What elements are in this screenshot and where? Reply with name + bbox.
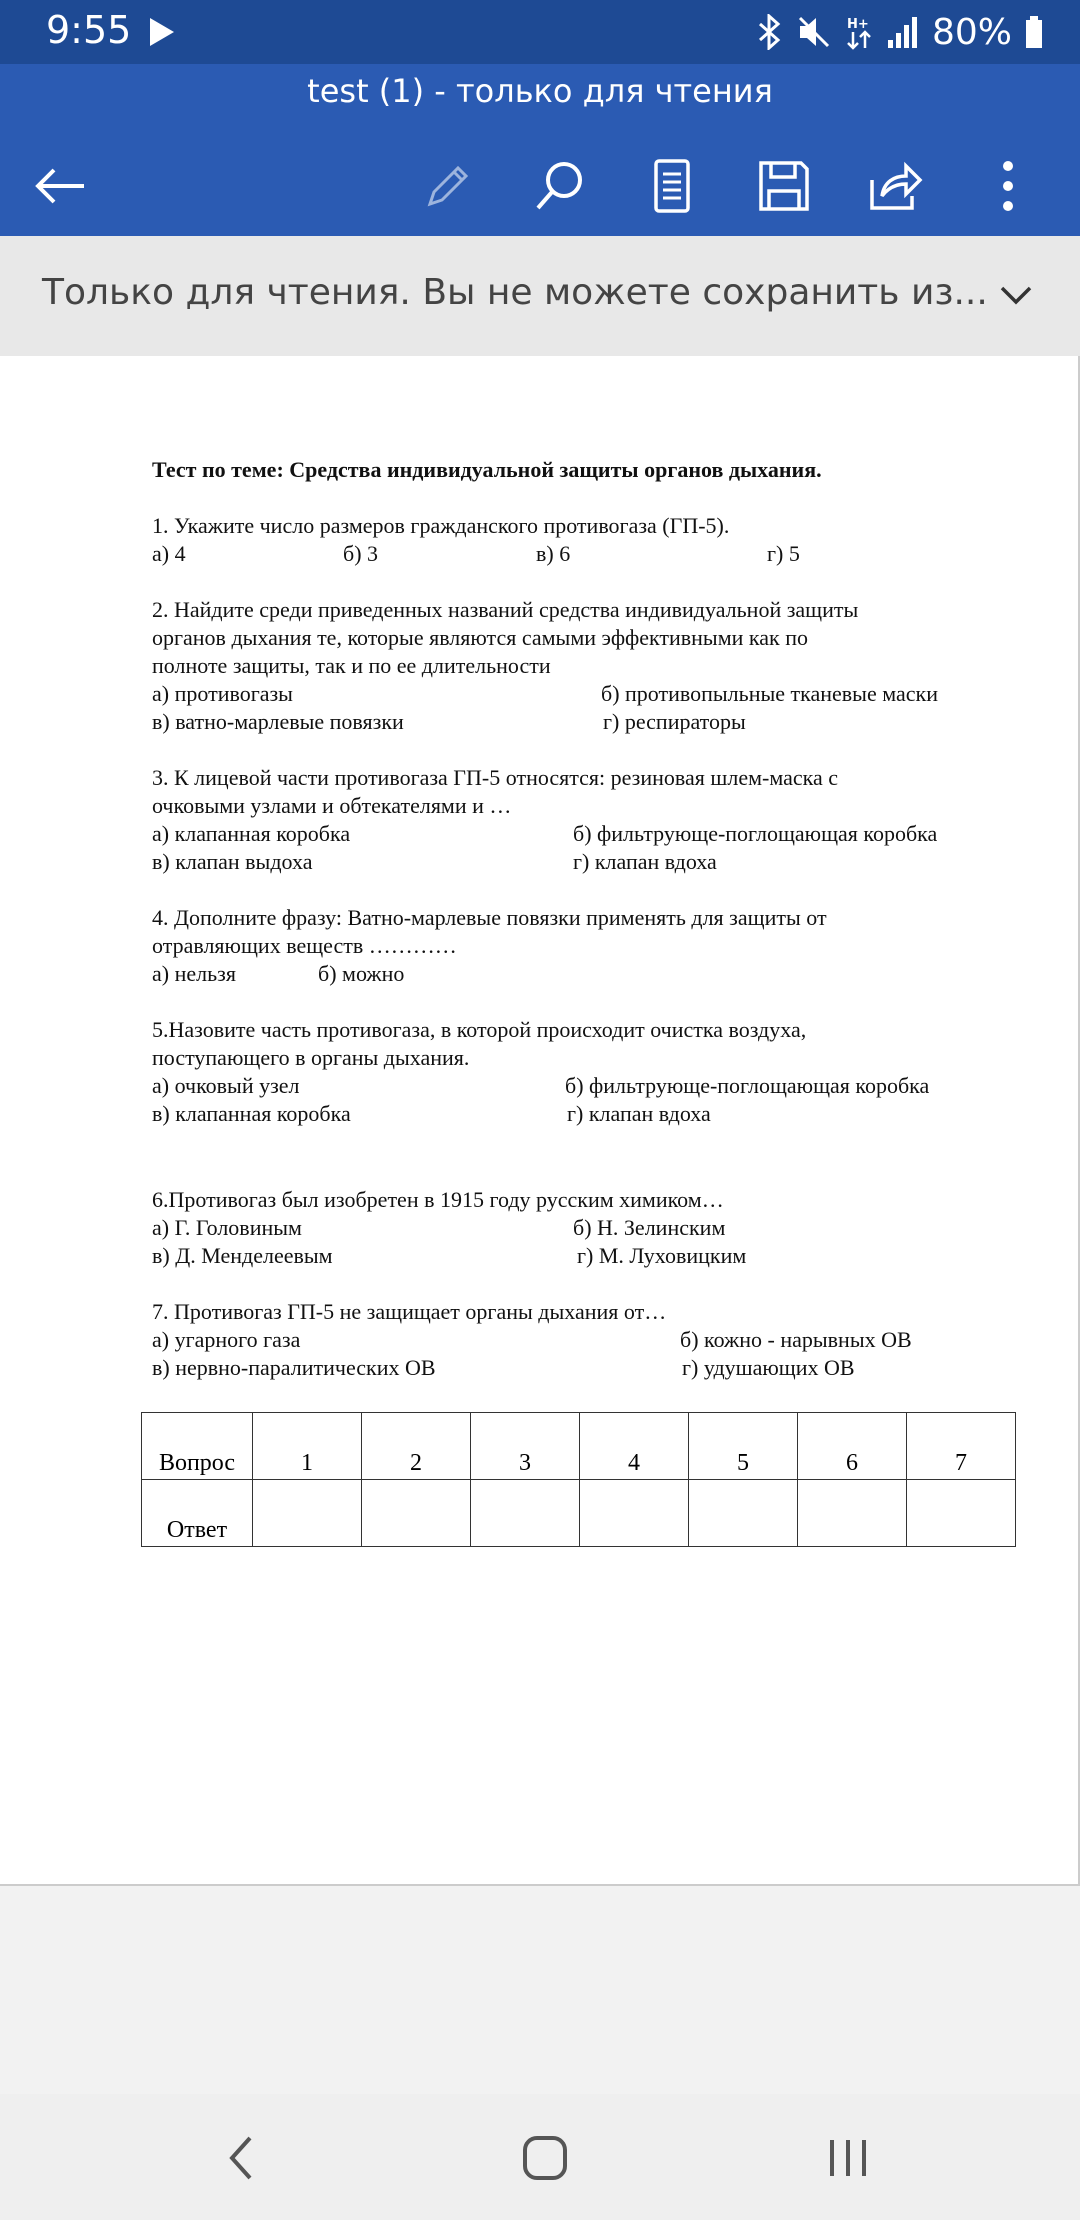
document-page[interactable] (0, 356, 1080, 1886)
question-4 (152, 904, 1022, 988)
option-c: в) клапан выдоха (152, 849, 313, 874)
table-cell: 7 (907, 1413, 1016, 1480)
question-text: 2. Найдите среди приведенных названий средства индивидуальной защиты (152, 597, 859, 622)
question-text: очковыми узлами и обтекателями и … (152, 793, 512, 818)
more-options-button[interactable] (972, 150, 1044, 222)
option-a: а) Г. Головиным (152, 1215, 302, 1240)
option-d: г) респираторы (603, 709, 746, 734)
option-a: а) 4 (152, 541, 186, 566)
more-vert-icon (1000, 160, 1016, 212)
share-icon (868, 160, 924, 212)
nav-home-icon[interactable] (515, 2128, 575, 2188)
option-b: б) фильтрующе-поглощающая коробка (565, 1073, 930, 1098)
svg-text:H+: H+ (846, 17, 869, 32)
option-b: б) Н. Зелинским (573, 1215, 726, 1240)
question-text: 6.Противогаз был изобретен в 1915 году русским химиком… (152, 1187, 724, 1212)
option-a: а) угарного газа (152, 1327, 301, 1352)
option-c: в) нервно-паралитических ОВ (152, 1355, 436, 1380)
option-a: а) противогазы (152, 681, 293, 706)
question-1 (152, 512, 1022, 568)
battery-icon (1024, 14, 1044, 50)
option-d: г) клапан вдоха (573, 849, 717, 874)
question-text: 1. Укажите число размеров гражданского противогаза (ГП-5). (152, 513, 730, 538)
status-bar (0, 0, 1080, 64)
question-3 (152, 764, 1022, 876)
option-c: в) 6 (536, 541, 571, 566)
reading-view-button[interactable] (636, 150, 708, 222)
app-bar (0, 64, 1080, 236)
document-content (152, 456, 1022, 1382)
option-a: а) очковый узел (152, 1073, 300, 1098)
question-5 (152, 1016, 1022, 1128)
table-cell: Вопрос (142, 1413, 253, 1480)
play-icon (148, 16, 176, 48)
option-b: б) кожно - нарывных ОВ (680, 1327, 912, 1352)
question-text: полноте защиты, так и по ее длительности (152, 653, 551, 678)
question-text: 3. К лицевой части противогаза ГП-5 относятся: резиновая шлем-маска с (152, 765, 839, 790)
table-cell: 4 (580, 1413, 689, 1480)
table-cell: Ответ (142, 1480, 253, 1547)
table-cell (580, 1480, 689, 1547)
table-cell: 3 (471, 1413, 580, 1480)
save-button[interactable] (748, 150, 820, 222)
status-icons (754, 8, 1044, 56)
table-cell (798, 1480, 907, 1547)
reading-view-icon (652, 158, 692, 214)
table-cell: 2 (362, 1413, 471, 1480)
question-6 (152, 1186, 1022, 1270)
table-row (142, 1480, 1016, 1547)
option-c: в) Д. Менделеевым (152, 1243, 333, 1268)
option-d: г) М. Луховицким (577, 1243, 747, 1268)
question-text: отравляющих веществ ………… (152, 933, 457, 958)
read-only-banner[interactable] (0, 236, 1080, 358)
option-b: б) 3 (343, 541, 379, 566)
chevron-down-icon[interactable] (992, 272, 1040, 320)
status-time: 9:55 (46, 8, 132, 52)
option-a: а) нельзя (152, 961, 236, 986)
option-d: г) 5 (767, 541, 800, 566)
table-cell (471, 1480, 580, 1547)
answer-table (141, 1412, 1016, 1547)
question-text: 7. Противогаз ГП-5 не защищает органы дыхания от… (152, 1299, 667, 1324)
table-cell (253, 1480, 362, 1547)
question-7 (152, 1298, 1022, 1382)
search-icon (532, 158, 588, 214)
table-cell (689, 1480, 798, 1547)
option-b: б) можно (318, 961, 405, 986)
option-b: б) противопыльные тканевые маски (601, 681, 938, 706)
table-cell: 6 (798, 1413, 907, 1480)
back-button[interactable] (24, 150, 96, 222)
option-d: г) клапан вдоха (567, 1101, 711, 1126)
question-text: органов дыхания те, которые являются самыми эффективными как по (152, 625, 808, 650)
question-2 (152, 596, 1022, 736)
nav-recents-icon[interactable] (818, 2128, 878, 2188)
battery-percent: 80% (931, 11, 1012, 53)
share-button[interactable] (860, 150, 932, 222)
option-b: б) фильтрующе-поглощающая коробка (573, 821, 938, 846)
mute-icon (796, 14, 832, 50)
table-cell (907, 1480, 1016, 1547)
table-cell (362, 1480, 471, 1547)
document-title: test (1) - только для чтения (307, 72, 773, 110)
question-text: 4. Дополните фразу: Ватно-марлевые повязки применять для защиты от (152, 905, 827, 930)
option-a: а) клапанная коробка (152, 821, 351, 846)
edit-button[interactable] (412, 150, 484, 222)
test-title: Тест по теме: Средства индивидуальной защиты органов дыхания. (152, 457, 822, 482)
navigation-bar (0, 2094, 1080, 2220)
option-d: г) удушающих ОВ (682, 1355, 855, 1380)
nav-back-icon[interactable] (212, 2128, 272, 2188)
read-only-message: Только для чтения. Вы не можете сохранить из... (42, 272, 988, 313)
question-text: поступающего в органы дыхания. (152, 1045, 470, 1070)
back-arrow-icon (34, 166, 86, 206)
table-cell: 1 (253, 1413, 362, 1480)
option-c: в) клапанная коробка (152, 1101, 351, 1126)
save-icon (757, 159, 811, 213)
option-c: в) ватно-марлевые повязки (152, 709, 404, 734)
question-text: 5.Назовите часть противогаза, в которой происходит очистка воздуха, (152, 1017, 807, 1042)
table-cell: 5 (689, 1413, 798, 1480)
table-row (142, 1413, 1016, 1480)
bluetooth-icon (754, 14, 784, 50)
data-icon (844, 14, 874, 50)
signal-icon (886, 14, 920, 50)
edit-pencil-icon (422, 160, 474, 212)
search-button[interactable] (524, 150, 596, 222)
